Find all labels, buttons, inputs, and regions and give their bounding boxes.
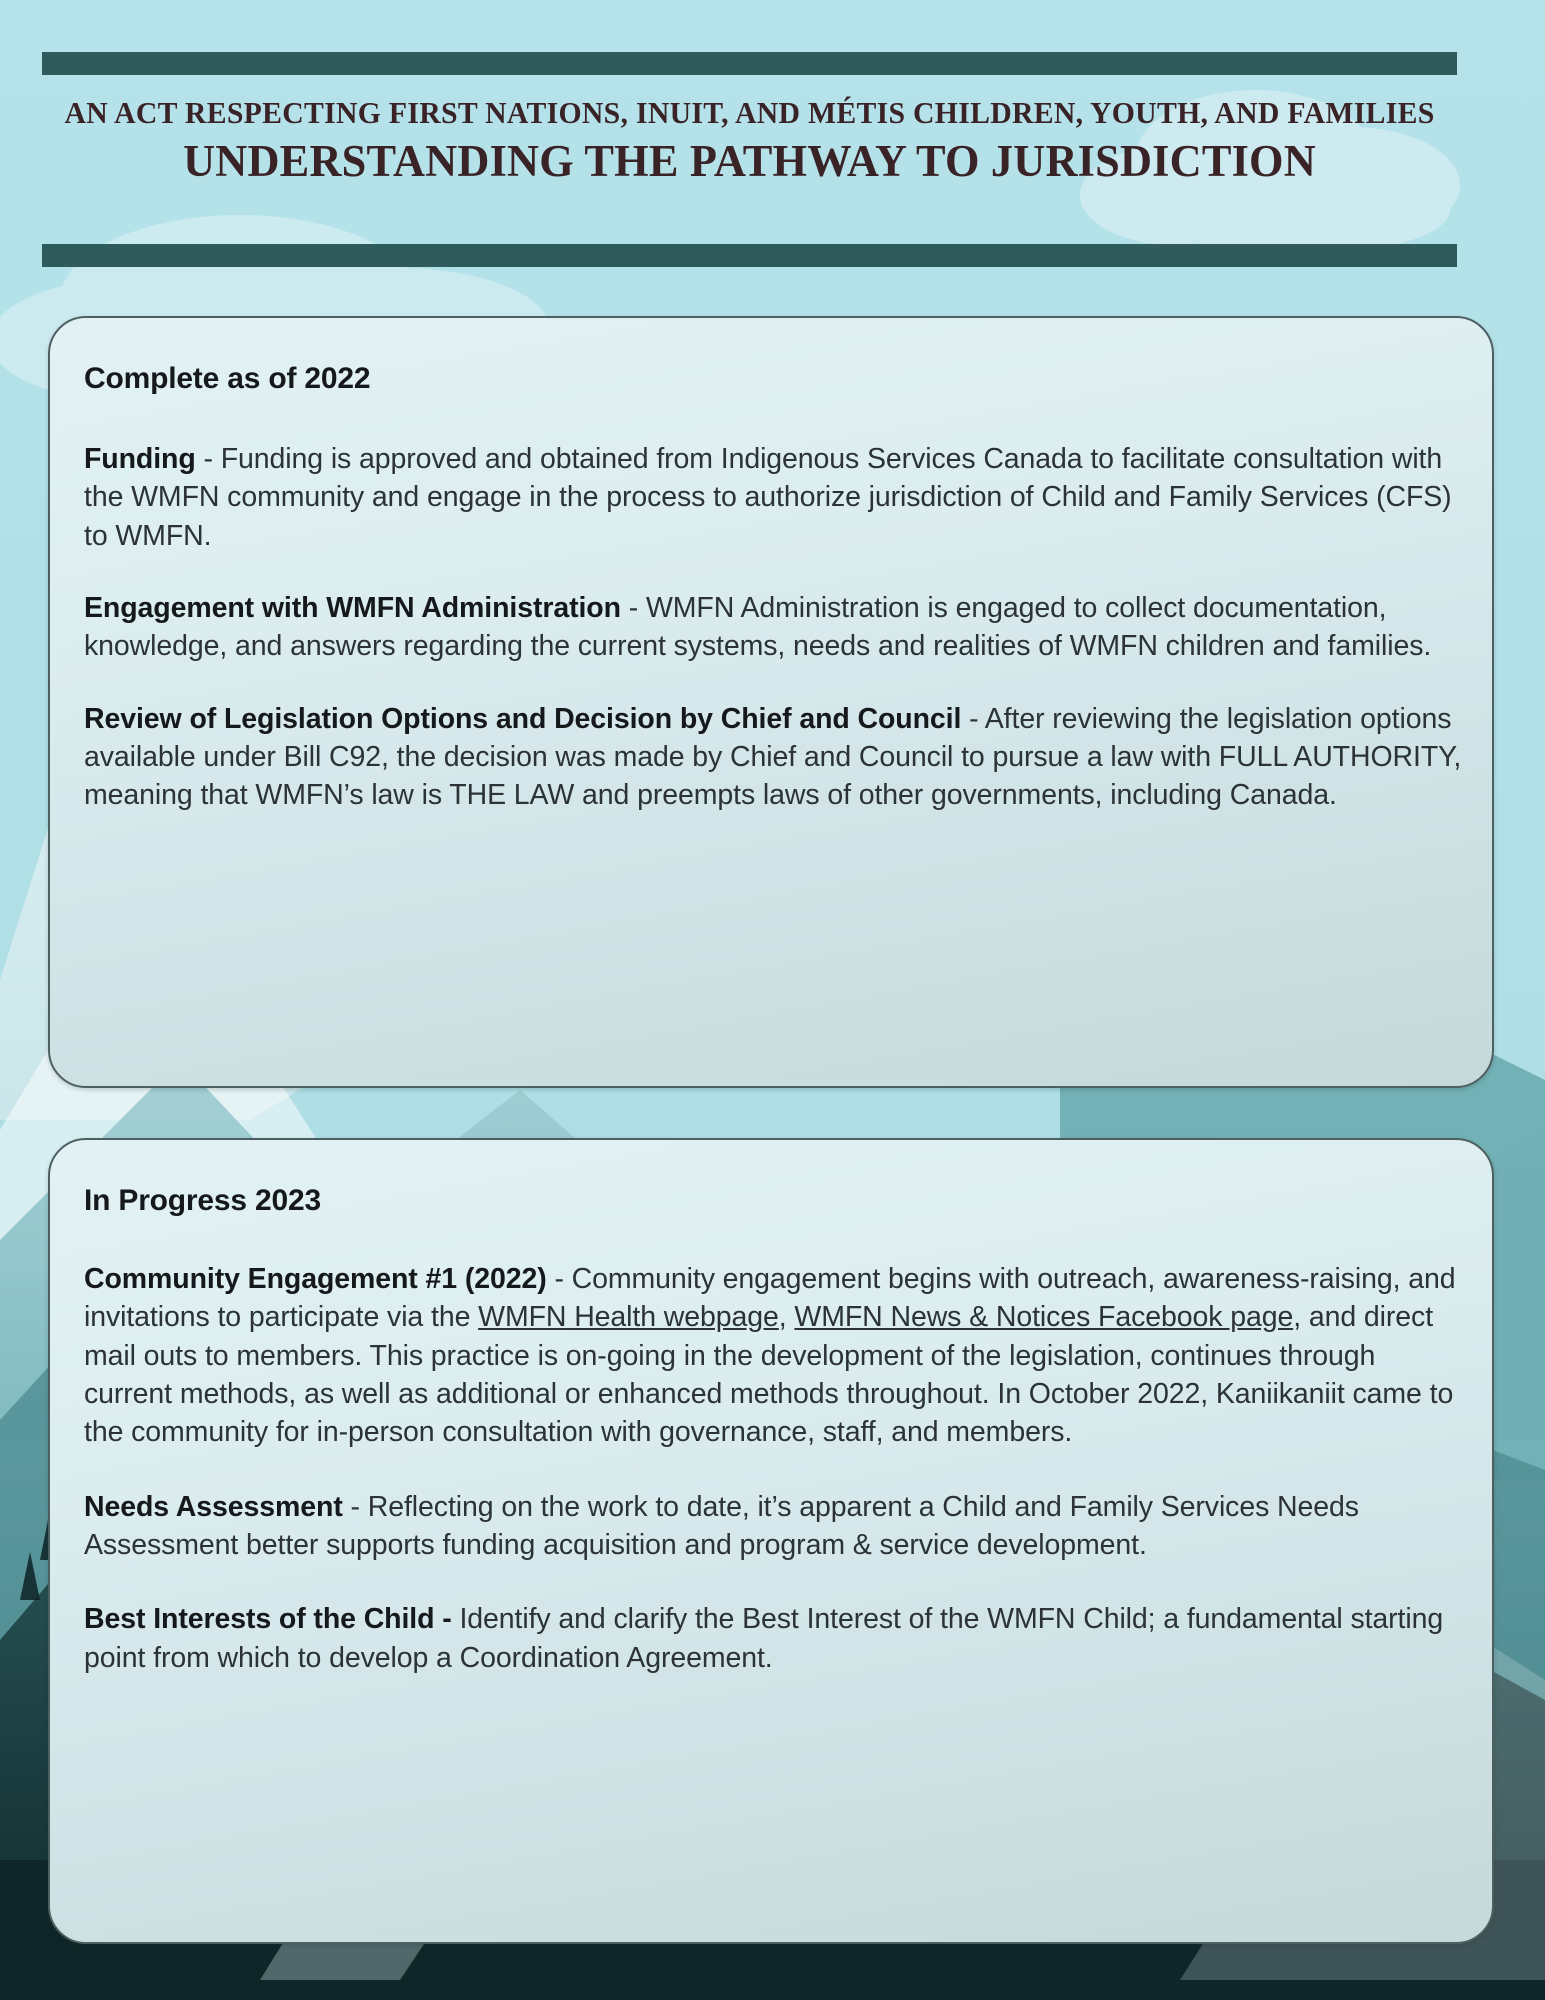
header-rule-top [42, 52, 1457, 75]
paragraph-community-engagement-body-2: , [778, 1301, 795, 1334]
card-in-progress-2023 [48, 1138, 1494, 1944]
paragraph-best-interests-child-body: Identify and clarify the Best Interest of the WMFN Child; a fundamental starting point from which to develop a Coordination Agreement. [84, 1603, 1444, 1674]
paragraph-funding [82, 440, 1462, 555]
header-rule-bottom [42, 244, 1457, 267]
card-complete-as-of-2022 [48, 316, 1494, 1088]
paragraph-needs-assessment-lead: Needs Assessment [84, 1490, 343, 1523]
paragraph-review-legislation [82, 700, 1462, 815]
act-title: AN ACT RESPECTING FIRST NATIONS, INUIT, AND MÉTIS CHILDREN, YOUTH, AND FAMILIES [64, 96, 1435, 130]
paragraph-engagement-admin [82, 589, 1462, 666]
poster-subtitle: UNDERSTANDING THE PATHWAY TO JURISDICTION [183, 135, 1316, 186]
paragraph-community-engagement-body-3: , and direct mail outs to members. This practice is on-going in the development of the legislation, continues through current methods, as well as additional or enhanced methods throughout. In October 2022, Kaniikaniit came to the community for in-person consultation with governance, staff, and members. [84, 1301, 1454, 1449]
card-progress-title: In Progress 2023 [84, 1184, 321, 1217]
paragraph-engagement-admin-body: - WMFN Administration is engaged to collect documentation, knowledge, and answers regarding the current systems, needs and realities of WMFN children and families. [84, 591, 1432, 663]
poster-header [42, 96, 1457, 189]
paragraph-community-engagement [82, 1260, 1462, 1452]
paragraph-funding-body: - Funding is approved and obtained from Indigenous Services Canada to facilitate consultation with the WMFN community and engage in the process to authorize jurisdiction of Child and Family Services (CFS) to WMFN. [84, 443, 1452, 552]
paragraph-review-legislation-lead: Review of Legislation Options and Decision by Chief and Council [84, 702, 962, 735]
paragraph-community-engagement-lead: Community Engagement #1 (2022) [84, 1263, 547, 1295]
paragraph-best-interests-child [82, 1600, 1462, 1677]
paragraph-community-engagement-body-1: - Community engagement begins with outreach, awareness-raising, and invitations to participate via the [84, 1263, 1456, 1334]
paragraph-engagement-admin-lead: Engagement with WMFN Administration [84, 591, 621, 624]
paragraph-review-legislation-body: - After reviewing the legislation options available under Bill C92, the decision was made by Chief and Council to pursue a law with FULL AUTHORITY, meaning that WMFN’s law is THE LAW and preempts laws of other governments, including Canada. [84, 702, 1462, 812]
link-wmfn-news-notices-facebook-page[interactable]: WMFN News & Notices Facebook page [794, 1301, 1294, 1334]
paragraph-needs-assessment [82, 1488, 1462, 1565]
card-complete-title: Complete as of 2022 [84, 362, 371, 395]
paragraph-best-interests-child-lead: Best Interests of the Child - [84, 1603, 452, 1636]
paragraph-needs-assessment-body: - Reflecting on the work to date, it’s apparent a Child and Family Services Needs Assessment better supports funding acquisition and program & service development. [84, 1490, 1359, 1561]
link-wmfn-health-webpage[interactable]: WMFN Health webpage [478, 1301, 779, 1334]
paragraph-funding-lead: Funding [84, 443, 196, 475]
